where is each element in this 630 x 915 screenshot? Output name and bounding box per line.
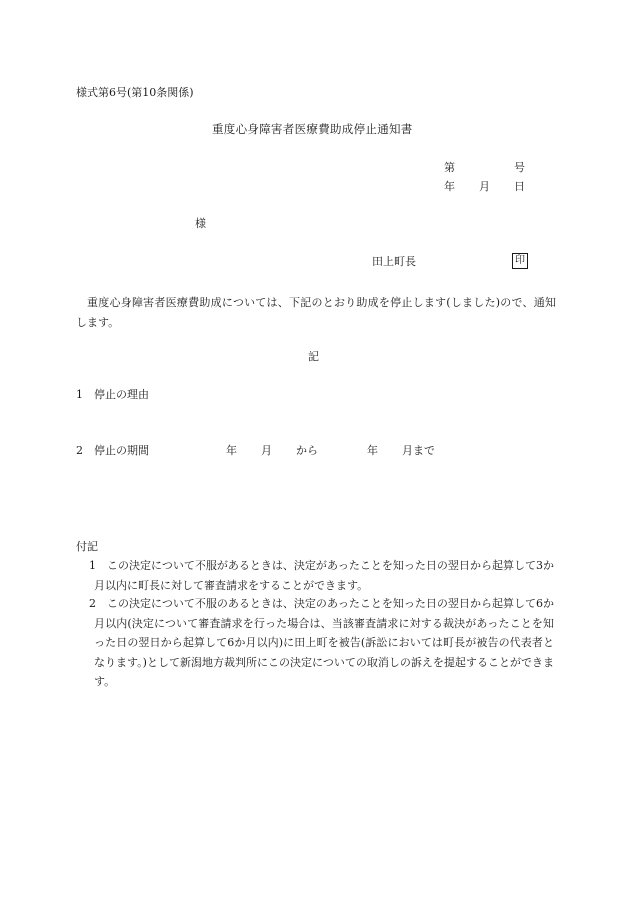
item-stop-period: 2 停止の期間 [76,444,149,457]
document-title: 重度心身障害者医療費助成停止通知書 [212,122,413,136]
note-number: 1 [89,559,96,572]
period-end-month-label: 月まで [402,444,435,457]
addressee-suffix: 様 [195,217,206,230]
date-month-label: 月 [479,180,490,193]
date-year-label: 年 [444,180,455,193]
supplement-heading: 付記 [76,540,98,553]
number-prefix: 第 [444,161,455,174]
period-from-label: から [296,444,318,457]
item-stop-reason: 1 停止の理由 [76,388,149,401]
period-start-year-label: 年 [226,444,237,457]
supplement-note [76,556,554,595]
form-number: 様式第6号(第10条関係) [76,86,194,99]
period-end-year-label: 年 [367,444,378,457]
note-number: 2 [89,597,96,610]
body-paragraph: 重度心身障害者医療費助成については、下記のとおり助成を停止します(しました)ので、通知します。 [76,296,556,329]
period-start-month-label: 月 [261,444,272,457]
note-text: この決定について不服のあるときは、決定のあったことを知った日の翌日から起算して6か月以内(決定について審査請求を行った場合は、当該審査請求に対する裁決があったことを知った日の翌日から起算して6か月以内)に田上町を被告(訴訟においては町長が被告の代表者となります。)として新潟地方裁判所にこの決定についての取消しの訴えを提起することができます。 [94,597,554,688]
note-text: この決定について不服があるときは、決定があったことを知った日の翌日から起算して3か月以内に町長に対して審査請求をすることができます。 [94,559,554,592]
seal-box: 印 [512,253,528,269]
ki-heading: 記 [308,350,319,363]
number-suffix: 号 [514,161,525,174]
date-day-label: 日 [514,180,525,193]
supplement-note [76,594,554,692]
issuer-name: 田上町長 [372,255,416,268]
